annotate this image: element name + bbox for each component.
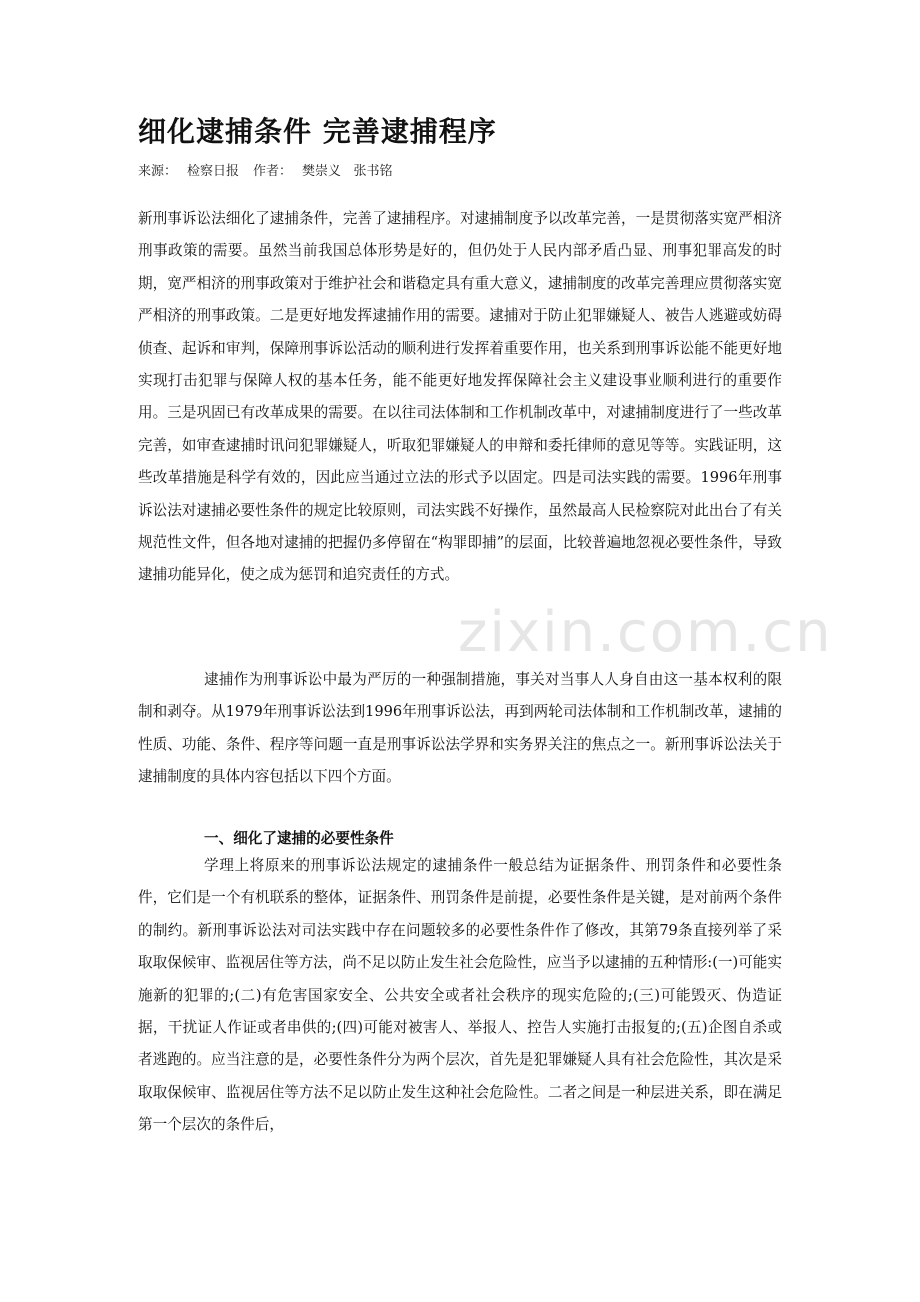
author-names: 樊崇义 张书铭 bbox=[302, 164, 393, 179]
paragraph-arrest-overview: 逮捕作为刑事诉讼中最为严厉的一种强制措施，事关对当事人人身自由这一基本权利的限制和剥夺。从1979年刑事诉讼法到1996年刑事诉讼法，再到两轮司法体制和工作机制改革，逮捕的性质、功能、条件、程序等问题一直是刑事诉讼法学界和实务界关注的焦点之一。新刑事诉讼法关于逮捕制度的具体内容包括以下四个方面。 bbox=[138, 671, 782, 786]
section-heading: 一、细化了逮捕的必要性条件 bbox=[204, 830, 394, 847]
source-name: 检察日报 bbox=[187, 164, 240, 179]
author-label: 作者： bbox=[253, 164, 293, 179]
source-label: 来源： bbox=[138, 164, 178, 179]
paragraph-intro: 新刑事诉讼法细化了逮捕条件，完善了逮捕程序。对逮捕制度予以改革完善，一是贯彻落实宽严相济刑事政策的需要。虽然当前我国总体形势是好的，但仍处于人民内部矛盾凸显、刑事犯罪高发的时期，宽严相济的刑事政策对于维护社会和谐稳定具有重大意义，逮捕制度的改革完善理应贯彻落实宽严相济的刑事政策。二是更好地发挥逮捕作用的需要。逮捕对于防止犯罪嫌疑人、被告人逃避或妨碍侦查、起诉和审判，保障刑事诉讼活动的顺利进行发挥着重要作用，也关系到刑事诉讼能不能更好地实现打击犯罪与保障人权的基本任务，能不能更好地发挥保障社会主义建设事业顺利进行的重要作用。三是巩固已有改革成果的需要。在以往司法体制和工作机制改革中，对逮捕制度进行了一些改革完善，如审查逮捕时讯问犯罪嫌疑人，听取犯罪嫌疑人的申辩和委托律师的意见等等。实践证明，这些改革措施是科学有效的，因此应当通过立法的形式予以固定。四是司法实践的需要。1996年刑事诉讼法对逮捕必要性条件的规定比较原则，司法实践不好操作，虽然最高人民检察院对此出台了有关规范性文件，但各地对逮捕的把握仍多停留在“构罪即捕”的层面，比较普遍地忽视必要性条件，导致逮捕功能异化，使之成为惩罚和追究责任的方式。 bbox=[138, 210, 782, 584]
watermark: zixin.com.cn bbox=[458, 600, 833, 665]
document-title: 细化逮捕条件 完善逮捕程序 bbox=[138, 115, 497, 148]
document-meta bbox=[138, 162, 402, 182]
paragraph-necessity-conditions: 学理上将原来的刑事诉讼法规定的逮捕条件一般总结为证据条件、刑罚条件和必要性条件，它们是一个有机联系的整体，证据条件、刑罚条件是前提，必要性条件是关键，是对前两个条件的制约。新刑事诉讼法对司法实践中存在问题较多的必要性条件作了修改，其第79条直接列举了采取取保候审、监视居住等方法，尚不足以防止发生社会危险性，应当予以逮捕的五种情形:(一)可能实施新的犯罪的;(二)有危害国家安全、公共安全或者社会秩序的现实危险的;(三)可能毁灭、伪造证据，干扰证人作证或者串供的;(四)可能对被害人、举报人、控告人实施打击报复的;(五)企图自杀或者逃跑的。应当注意的是，必要性条件分为两个层次，首先是犯罪嫌疑人具有社会危险性，其次是采取取保候审、监视居住等方法不足以防止发生这种社会危险性。二者之间是一种层进关系，即在满足第一个层次的条件后， bbox=[138, 857, 782, 1134]
